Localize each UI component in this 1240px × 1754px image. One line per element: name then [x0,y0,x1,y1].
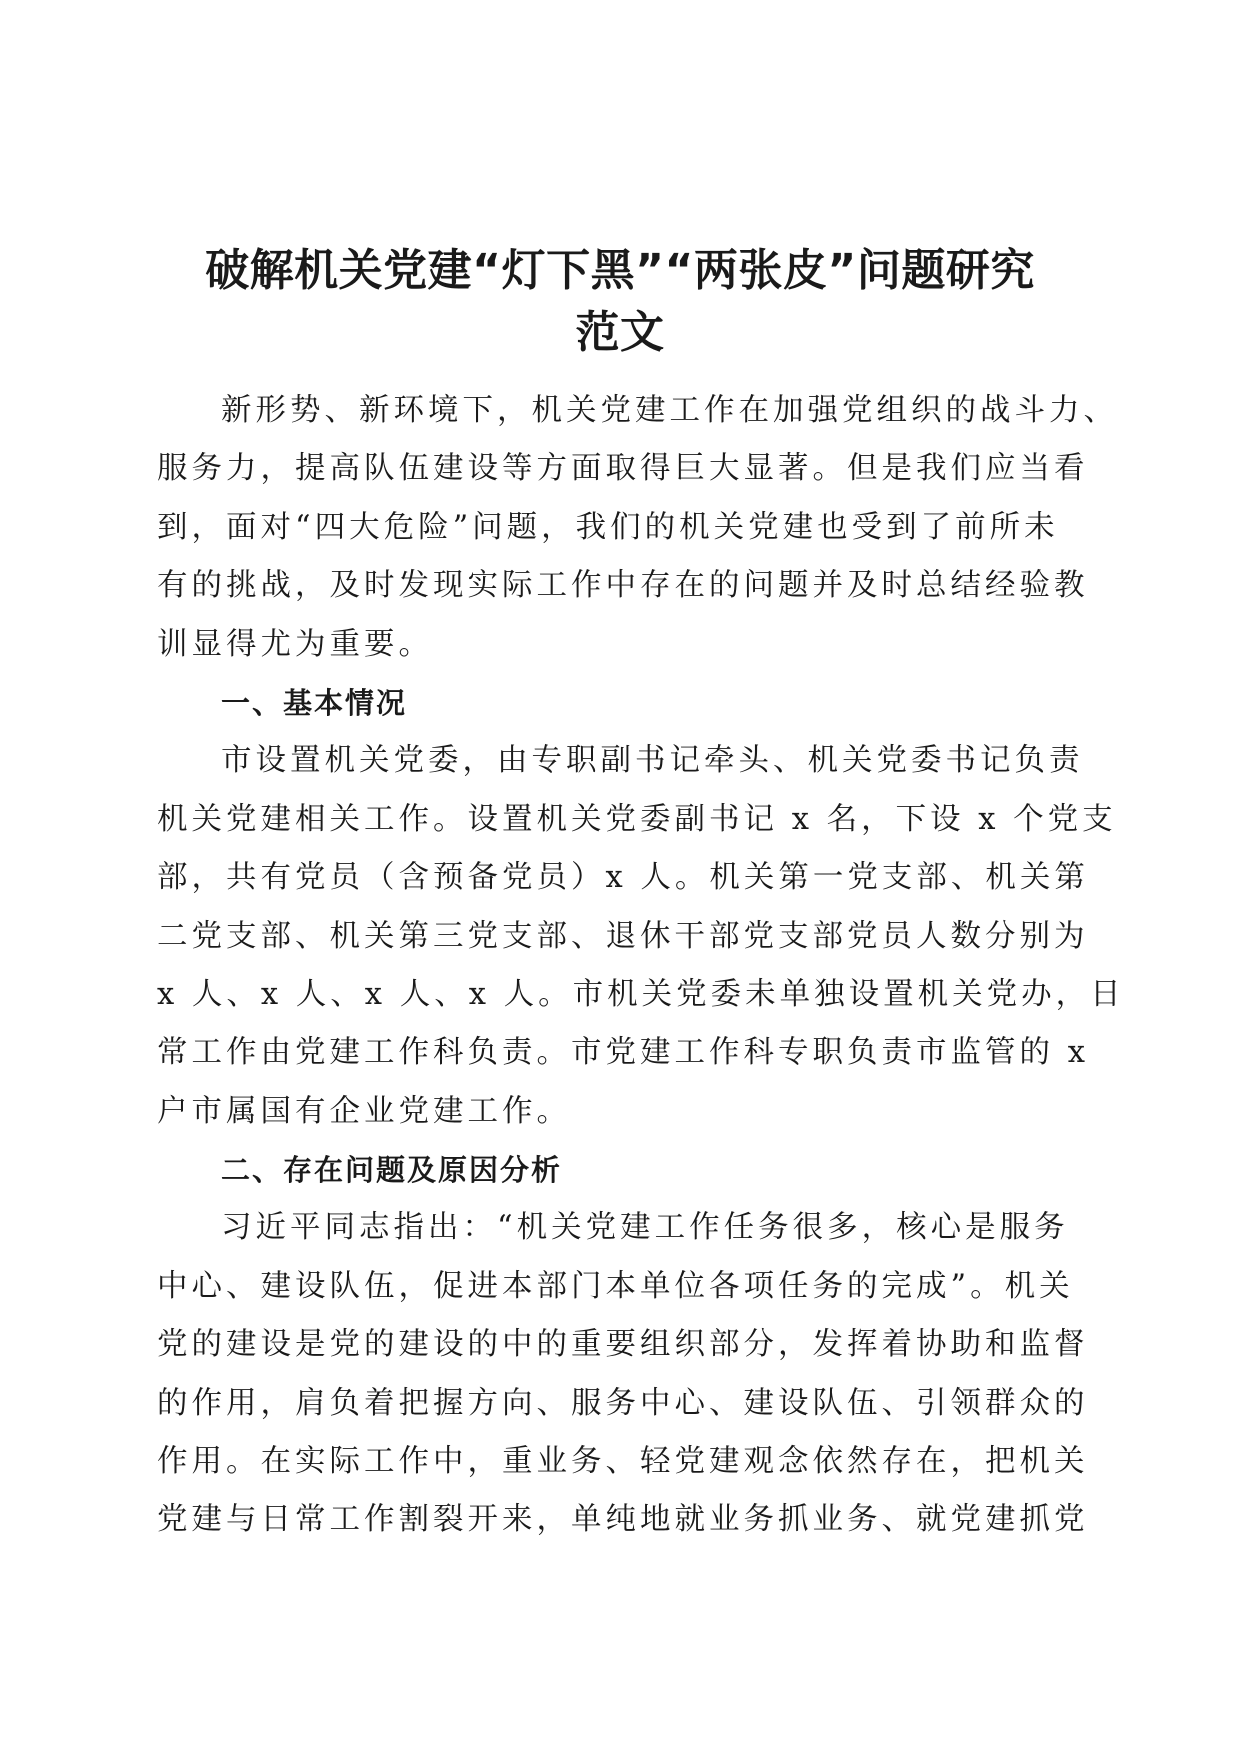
paragraph-line: x 人、x 人、x 人、x 人。市机关党委未单独设置机关党办，日 [157,976,1125,1012]
paragraph-line: 习近平同志指出：“机关党建工作任务很多，核心是服务 [221,1210,1069,1246]
section-heading: 一、基本情况 [221,685,408,720]
document-title [140,240,1100,364]
paragraph-line: 作用。在实际工作中，重业务、轻党建观念依然存在，把机关 [157,1444,1089,1480]
paragraph-line: 市设置机关党委，由专职副书记牵头、机关党委书记负责 [221,743,1084,779]
document-body [157,382,1125,1550]
paragraph-line: 党建与日常工作割裂开来，单纯地就业务抓业务、就党建抓党 [157,1502,1089,1538]
section-heading: 二、存在问题及原因分析 [221,1153,563,1188]
paragraph-line: 有的挑战，及时发现实际工作中存在的问题并及时总结经验教 [157,568,1089,604]
paragraph-line: 机关党建相关工作。设置机关党委副书记 x 名，下设 x 个党支 [157,801,1117,837]
title-line-1: 破解机关党建“灯下黑”“两张皮”问题研究 [205,245,1035,296]
paragraph-line: 二党支部、机关第三党支部、退休干部党支部党员人数分别为 [157,918,1089,954]
paragraph-line: 新形势、新环境下，机关党建工作在加强党组织的战斗力、 [221,393,1118,428]
paragraph-line: 到，面对“四大危险”问题，我们的机关党建也受到了前所未 [157,509,1059,545]
paragraph-line: 部，共有党员（含预备党员）x 人。机关第一党支部、机关第 [157,860,1089,896]
paragraph-line: 训显得尤为重要。 [157,626,433,662]
paragraph-line: 中心、建设队伍，促进本部门本单位各项任务的完成”。机关 [157,1268,1074,1304]
paragraph-line: 户市属国有企业党建工作。 [157,1093,571,1129]
paragraph-line: 党的建设是党的建设的中的重要组织部分，发挥着协助和监督 [157,1327,1089,1363]
title-line-2: 范文 [575,307,665,358]
paragraph-line: 服务力，提高队伍建设等方面取得巨大显著。但是我们应当看 [157,451,1089,487]
paragraph-line: 常工作由党建工作科负责。市党建工作科专职负责市监管的 x [157,1035,1089,1071]
paragraph-line: 的作用，肩负着把握方向、服务中心、建设队伍、引领群众的 [157,1385,1089,1421]
